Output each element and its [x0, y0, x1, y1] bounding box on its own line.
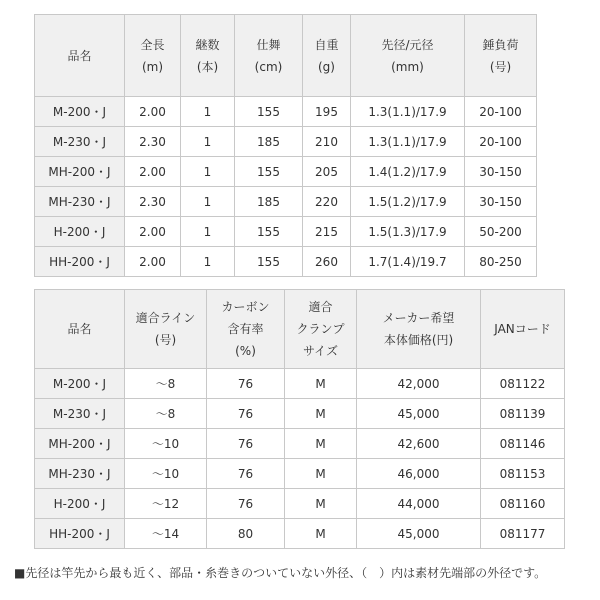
header-text: 含有率: [227, 322, 264, 336]
header-row: [35, 15, 537, 97]
table-cell: 2.00: [125, 247, 181, 277]
table-cell: 1: [181, 157, 235, 187]
header-text: 自重: [314, 37, 339, 52]
model-name-cell: M-200・J: [35, 369, 125, 399]
line-spec-table: [34, 289, 565, 549]
table-cell: 155: [235, 97, 303, 127]
table-cell: 260: [303, 247, 351, 277]
footnote: ■先径は竿先から最も近く、部品・糸巻きのついていない外径、（ ）内は素材先端部の外径です。: [14, 566, 547, 580]
model-name-cell: M-230・J: [35, 127, 125, 157]
header-text: 品名: [67, 322, 92, 336]
table-row: [35, 97, 537, 127]
table-row: [35, 369, 565, 399]
header-row: [35, 290, 565, 369]
column-header: [181, 15, 235, 97]
table-cell: 1: [181, 217, 235, 247]
table-cell: 45,000: [357, 519, 481, 549]
table-cell: 20-100: [465, 127, 537, 157]
table-cell: 2.00: [125, 157, 181, 187]
model-name-cell: MH-230・J: [35, 459, 125, 489]
table-cell: ～8: [125, 399, 207, 429]
table-cell: 30-150: [465, 157, 537, 187]
model-name-cell: HH-200・J: [35, 247, 125, 277]
table-cell: 42,600: [357, 429, 481, 459]
header-text: メーカー希望: [382, 311, 455, 325]
model-name-cell: MH-200・J: [35, 429, 125, 459]
header-text: 適合: [308, 300, 333, 314]
table-row: [35, 187, 537, 217]
table-row: [35, 489, 565, 519]
header-text: 継数: [195, 37, 220, 52]
table-cell: 2.30: [125, 127, 181, 157]
table-cell: 20-100: [465, 97, 537, 127]
table-cell: M: [285, 489, 357, 519]
table-cell: 155: [235, 247, 303, 277]
table-cell: 2.30: [125, 187, 181, 217]
table-cell: 44,000: [357, 489, 481, 519]
header-text: JANコード: [494, 322, 551, 336]
column-header: [125, 15, 181, 97]
table-cell: 1.3(1.1)/17.9: [351, 97, 465, 127]
column-header: [207, 290, 285, 369]
table-cell: 30-150: [465, 187, 537, 217]
table-cell: 205: [303, 157, 351, 187]
table-cell: 80-250: [465, 247, 537, 277]
header-text: (号): [154, 333, 177, 347]
table-cell: 2.00: [125, 97, 181, 127]
table-cell: ～10: [125, 459, 207, 489]
header-text: 先径/元径: [381, 37, 434, 52]
table-row: [35, 157, 537, 187]
header-text: (%): [235, 344, 256, 358]
header-text: (cm): [254, 59, 283, 74]
table-cell: ～10: [125, 429, 207, 459]
header-text: (g): [318, 59, 335, 74]
header-text: 本体価格(円): [383, 333, 454, 347]
table-row: [35, 519, 565, 549]
header-text: 仕舞: [256, 37, 281, 52]
table-cell: ～8: [125, 369, 207, 399]
table-cell: 081146: [481, 429, 565, 459]
column-header: [35, 15, 125, 97]
table-cell: M: [285, 399, 357, 429]
model-name-cell: M-230・J: [35, 399, 125, 429]
header-text: (mm): [391, 59, 424, 74]
table-cell: 081139: [481, 399, 565, 429]
table-cell: M: [285, 519, 357, 549]
table-cell: 185: [235, 127, 303, 157]
table-cell: 081153: [481, 459, 565, 489]
table-cell: 80: [207, 519, 285, 549]
table-cell: 185: [235, 187, 303, 217]
model-name-cell: H-200・J: [35, 489, 125, 519]
table-cell: 1.3(1.1)/17.9: [351, 127, 465, 157]
header-text: 品名: [67, 48, 92, 63]
model-name-cell: MH-230・J: [35, 187, 125, 217]
header-text: 錘負荷: [482, 37, 519, 52]
column-header: [465, 15, 537, 97]
table-cell: 220: [303, 187, 351, 217]
table-cell: 76: [207, 459, 285, 489]
table-row: [35, 127, 537, 157]
table-cell: ～14: [125, 519, 207, 549]
table-cell: 210: [303, 127, 351, 157]
model-name-cell: H-200・J: [35, 217, 125, 247]
table-cell: M: [285, 369, 357, 399]
header-text: カーボン: [221, 300, 270, 314]
table-cell: 081122: [481, 369, 565, 399]
spec-table: [34, 14, 537, 277]
header-text: 全長: [140, 37, 165, 52]
table-cell: ～12: [125, 489, 207, 519]
header-text: (m): [141, 59, 164, 74]
column-header: [35, 290, 125, 369]
table-cell: 46,000: [357, 459, 481, 489]
column-header: [125, 290, 207, 369]
table-cell: 76: [207, 369, 285, 399]
table-cell: 215: [303, 217, 351, 247]
header-text: (号): [489, 59, 512, 74]
header-text: サイズ: [302, 344, 339, 358]
column-header: [303, 15, 351, 97]
header-text: (本): [196, 59, 219, 74]
column-header: [351, 15, 465, 97]
table-cell: M: [285, 429, 357, 459]
table-cell: 1: [181, 127, 235, 157]
table-cell: 081160: [481, 489, 565, 519]
table-cell: 155: [235, 157, 303, 187]
table-cell: 2.00: [125, 217, 181, 247]
column-header: [481, 290, 565, 369]
table-cell: 1: [181, 247, 235, 277]
table-row: [35, 399, 565, 429]
table-cell: 195: [303, 97, 351, 127]
table-row: [35, 217, 537, 247]
table-row: [35, 429, 565, 459]
header-text: 適合ライン: [135, 311, 196, 325]
table-cell: 76: [207, 489, 285, 519]
table-cell: 45,000: [357, 399, 481, 429]
table-cell: 76: [207, 429, 285, 459]
table-cell: M: [285, 459, 357, 489]
column-header: [235, 15, 303, 97]
column-header: [357, 290, 481, 369]
model-name-cell: MH-200・J: [35, 157, 125, 187]
table-cell: 76: [207, 399, 285, 429]
table-cell: 1.4(1.2)/17.9: [351, 157, 465, 187]
table-cell: 155: [235, 217, 303, 247]
table-row: [35, 459, 565, 489]
table-cell: 1: [181, 187, 235, 217]
table-cell: 42,000: [357, 369, 481, 399]
column-header: [285, 290, 357, 369]
model-name-cell: HH-200・J: [35, 519, 125, 549]
table-cell: 081177: [481, 519, 565, 549]
table-cell: 50-200: [465, 217, 537, 247]
table-cell: 1.7(1.4)/19.7: [351, 247, 465, 277]
table-cell: 1: [181, 97, 235, 127]
table-row: [35, 247, 537, 277]
table-cell: 1.5(1.3)/17.9: [351, 217, 465, 247]
model-name-cell: M-200・J: [35, 97, 125, 127]
header-text: クランプ: [296, 322, 345, 336]
table-cell: 1.5(1.2)/17.9: [351, 187, 465, 217]
